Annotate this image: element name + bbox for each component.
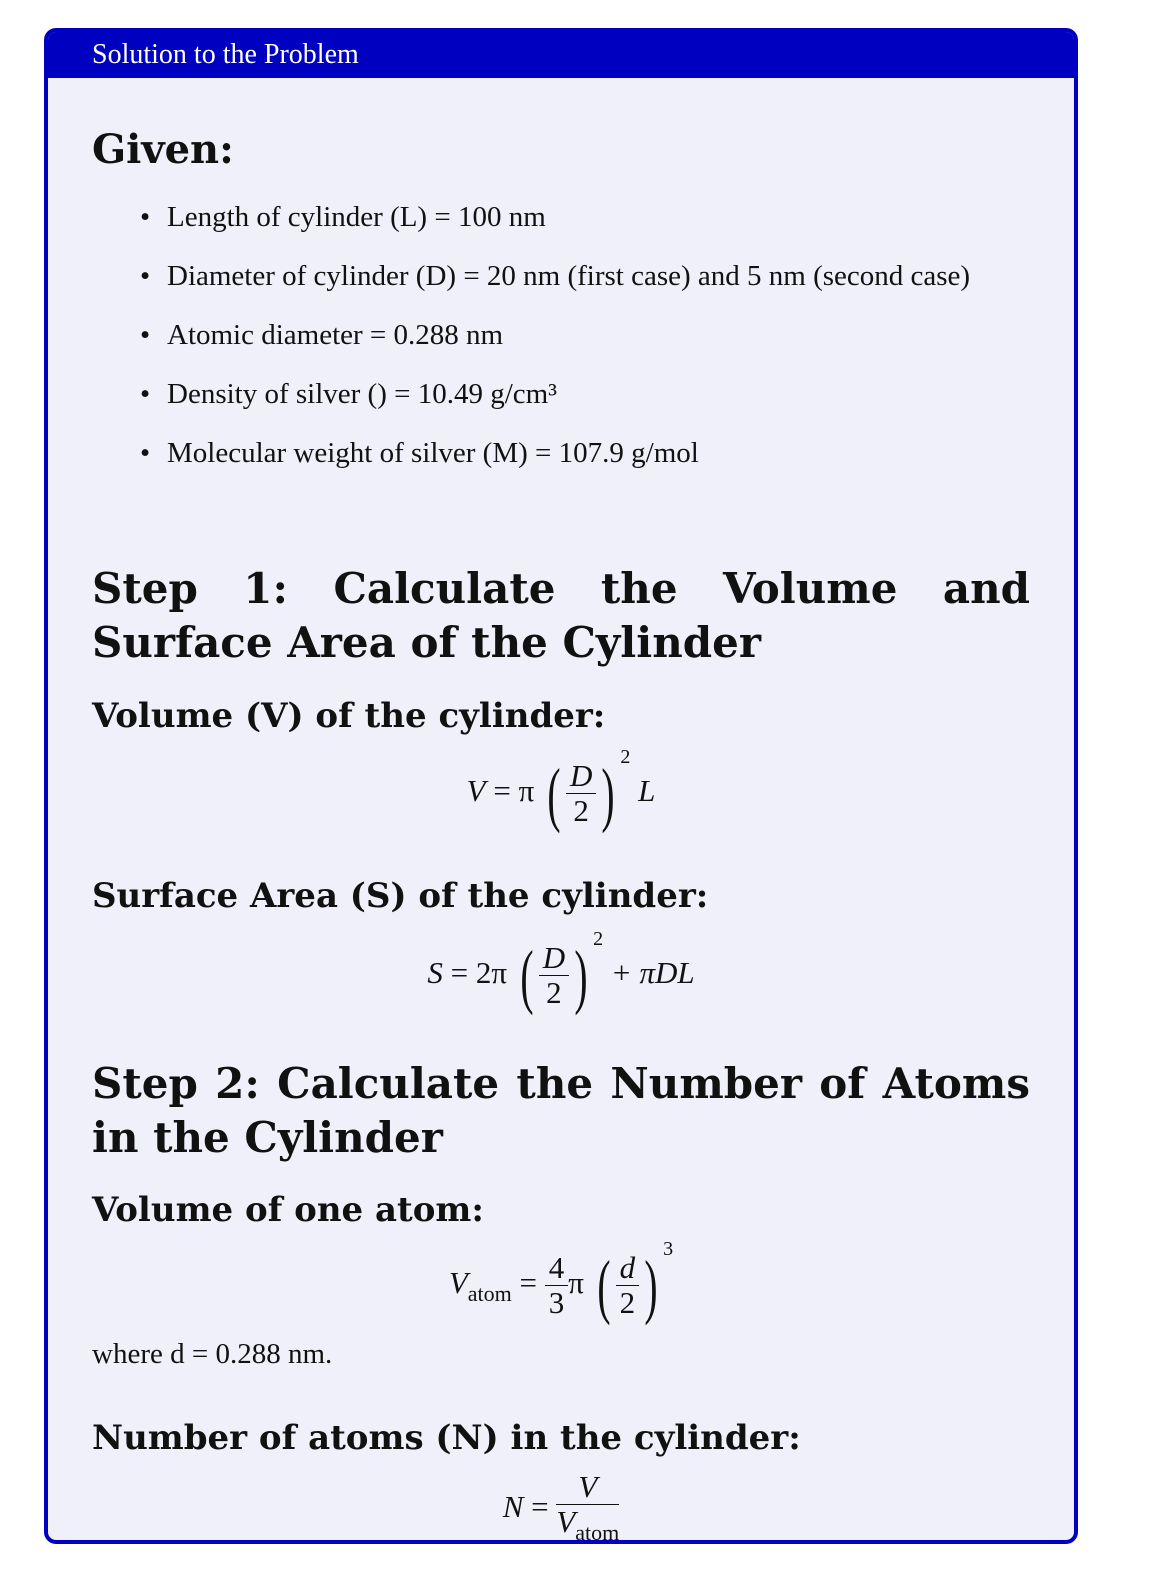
atoms-label: Number of atoms (N) in the cylinder: [92, 1418, 801, 1458]
atom-volume-label: Volume of one atom: [92, 1190, 484, 1230]
volume-equation: V = π ( $\frac{D}{2}$ ) $^2$ L [466, 746, 656, 834]
volume-label: Volume (V) of the cylinder: [92, 696, 606, 736]
bullet-icon: • [140, 201, 151, 233]
surface-equation: S = 2π ( $\frac{D}{2}$ ) $^2$ + πDL [427, 928, 695, 1016]
given-list [92, 198, 1030, 493]
atoms-equation: N = $\frac{V}{V_{atom}}$ [502, 1469, 620, 1544]
solution-box [44, 28, 1078, 1544]
step2-heading: Step 2: Calculate the Number of Atoms in the Cylinder [92, 1059, 1030, 1162]
bullet-icon: • [140, 260, 151, 292]
where-note: where d = 0.288 nm. [92, 1338, 333, 1370]
atom-volume-equation: $V_{atom}$ = $\frac{4}{3}$ π ( $\frac{d}{2}$ ) $^3$ [448, 1238, 674, 1326]
given-item: • Density of silver () = 10.49 g/cm³ [92, 375, 1030, 413]
given-item: • Atomic diameter = 0.288 nm [92, 316, 1030, 354]
given-item: • Molecular weight of silver (M) = 107.9 g/mol [92, 434, 1030, 472]
step1-heading: Step 1: Calculate the Volume and Surface Area of the Cylinder [92, 564, 1030, 667]
bullet-icon: • [140, 319, 151, 351]
bullet-icon: • [140, 378, 151, 410]
given-item: • Length of cylinder (L) = 100 nm [92, 198, 1030, 236]
given-item: • Diameter of cylinder (D) = 20 nm (first case) and 5 nm (second case) [92, 257, 1030, 295]
surface-label: Surface Area (S) of the cylinder: [92, 876, 709, 916]
box-header: Solution to the Problem [48, 32, 1074, 78]
bullet-icon: • [140, 437, 151, 469]
given-heading: Given: [92, 126, 234, 173]
